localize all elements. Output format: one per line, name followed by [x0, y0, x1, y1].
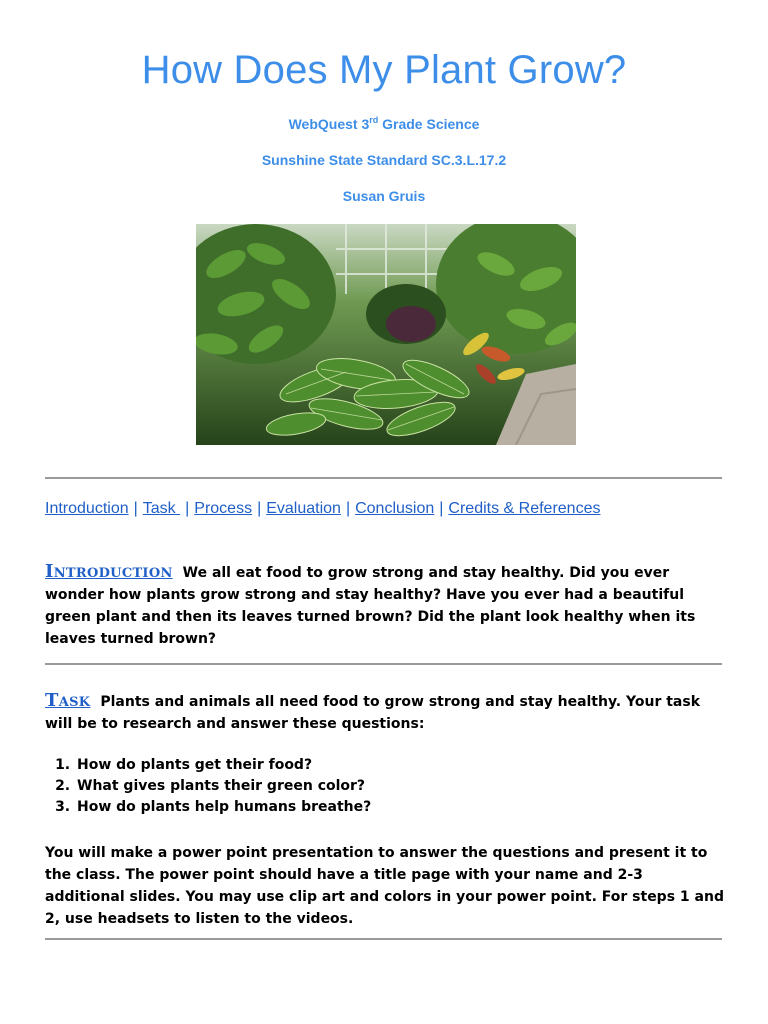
- nav-separator: |: [185, 500, 190, 517]
- nav-separator: |: [439, 500, 444, 517]
- standard-line: Sunshine State Standard SC.3.L.17.2: [261, 152, 507, 168]
- page-title: How Does My Plant Grow?: [141, 48, 627, 92]
- question-item: 3. How do plants help humans breathe?: [75, 797, 371, 818]
- introduction-text: We all eat food to grow strong and stay healthy. Did you ever wonder how plants grow strong and stay healthy? Have you ever had a beautiful green plant and then its leaves turned brown? Did the plant look healthy when its leaves turned brown?: [45, 565, 696, 647]
- task-questions: [45, 755, 371, 818]
- subtitle-text-rest: Grade Science: [378, 116, 480, 132]
- introduction-section: [45, 561, 725, 650]
- question-item: 2. What gives plants their green color?: [75, 776, 371, 797]
- nav-link-conclusion[interactable]: Conclusion: [355, 500, 435, 517]
- course-subtitle: [0, 116, 768, 132]
- divider: [45, 477, 722, 479]
- nav-link-introduction[interactable]: Introduction: [45, 500, 129, 517]
- nav-link-evaluation[interactable]: Evaluation: [266, 500, 341, 517]
- greenhouse-plants-photo: [196, 224, 576, 445]
- nav-link-credits[interactable]: Credits & References: [448, 500, 601, 517]
- introduction-heading: Introduction: [45, 561, 173, 582]
- nav-separator: |: [257, 500, 262, 517]
- nav-separator: |: [345, 500, 351, 517]
- nav-link-task[interactable]: Task: [142, 500, 181, 517]
- question-item: 1. How do plants get their food?: [75, 755, 371, 776]
- nav-separator: |: [133, 500, 138, 517]
- task-section: [45, 690, 725, 735]
- subtitle-superscript: rd: [369, 115, 379, 125]
- author-line: Susan Gruis: [342, 188, 426, 204]
- nav-link-process[interactable]: Process: [194, 500, 253, 517]
- divider: [45, 663, 722, 665]
- task-text: Plants and animals all need food to grow strong and stay healthy. Your task will be to research and answer these questions:: [45, 694, 701, 732]
- divider: [45, 938, 722, 940]
- subtitle-text: WebQuest 3: [288, 116, 370, 132]
- section-nav: [45, 500, 745, 518]
- task-heading: Task: [45, 690, 91, 711]
- task-details: You will make a power point presentation to answer the questions and present it to the class. The power point should have a title page with your name and 2-3 additional slides. You may use clip art and colors in your power point. For steps 1 and 2, use headsets to listen to the videos.: [45, 845, 724, 927]
